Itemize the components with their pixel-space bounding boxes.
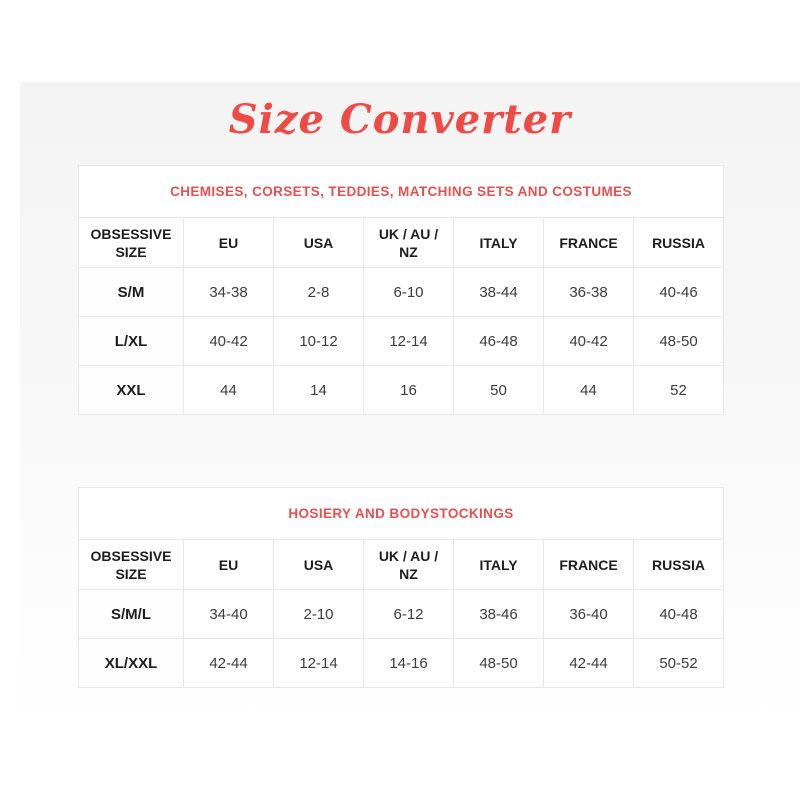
size-value: 50-52 — [634, 639, 724, 688]
size-table-chemises — [78, 165, 724, 415]
size-value: 12-14 — [274, 639, 364, 688]
table-caption: CHEMISES, CORSETS, TEDDIES, MATCHING SETS AND COSTUMES — [79, 166, 724, 218]
size-value: 6-12 — [364, 590, 454, 639]
size-value: 48-50 — [634, 317, 724, 366]
size-value: 34-38 — [184, 268, 274, 317]
size-value: 46-48 — [454, 317, 544, 366]
size-value: 38-44 — [454, 268, 544, 317]
col-header-usa: USA — [274, 218, 364, 268]
row-label: XL/XXL — [79, 639, 184, 688]
row-label: L/XL — [79, 317, 184, 366]
table-row-xxl — [79, 366, 724, 415]
size-value: 12-14 — [364, 317, 454, 366]
size-value: 44 — [544, 366, 634, 415]
table-header-row — [79, 218, 724, 268]
col-header-france: FRANCE — [544, 540, 634, 590]
col-header-obsessive-size: OBSESSIVE SIZE — [79, 540, 184, 590]
table-caption-row — [79, 488, 724, 540]
size-value: 52 — [634, 366, 724, 415]
table-caption-row — [79, 166, 724, 218]
col-header-obsessive-size: OBSESSIVE SIZE — [79, 218, 184, 268]
size-value: 36-38 — [544, 268, 634, 317]
col-header-italy: ITALY — [454, 540, 544, 590]
table-row-sml — [79, 590, 724, 639]
row-label: S/M — [79, 268, 184, 317]
size-value: 42-44 — [184, 639, 274, 688]
table-row-lxl — [79, 317, 724, 366]
size-value: 40-46 — [634, 268, 724, 317]
table-caption: HOSIERY AND BODYSTOCKINGS — [79, 488, 724, 540]
col-header-italy: ITALY — [454, 218, 544, 268]
col-header-eu: EU — [184, 540, 274, 590]
table-row-sm — [79, 268, 724, 317]
size-value: 48-50 — [454, 639, 544, 688]
size-value: 44 — [184, 366, 274, 415]
col-header-france: FRANCE — [544, 218, 634, 268]
row-label: XXL — [79, 366, 184, 415]
size-value: 40-42 — [184, 317, 274, 366]
size-value: 34-40 — [184, 590, 274, 639]
size-value: 6-10 — [364, 268, 454, 317]
size-value: 40-42 — [544, 317, 634, 366]
size-value: 38-46 — [454, 590, 544, 639]
size-value: 36-40 — [544, 590, 634, 639]
size-value: 10-12 — [274, 317, 364, 366]
size-value: 14-16 — [364, 639, 454, 688]
col-header-uk-au-nz: UK / AU / NZ — [364, 540, 454, 590]
col-header-uk-au-nz: UK / AU / NZ — [364, 218, 454, 268]
size-value: 40-48 — [634, 590, 724, 639]
col-header-russia: RUSSIA — [634, 218, 724, 268]
row-label: S/M/L — [79, 590, 184, 639]
table-header-row — [79, 540, 724, 590]
size-value: 42-44 — [544, 639, 634, 688]
size-table-hosiery — [78, 487, 724, 688]
col-header-usa: USA — [274, 540, 364, 590]
col-header-eu: EU — [184, 218, 274, 268]
size-value: 14 — [274, 366, 364, 415]
size-value: 2-10 — [274, 590, 364, 639]
col-header-russia: RUSSIA — [634, 540, 724, 590]
size-value: 16 — [364, 366, 454, 415]
size-value: 2-8 — [274, 268, 364, 317]
size-value: 50 — [454, 366, 544, 415]
table-row-xlxxl — [79, 639, 724, 688]
page-title: Size Converter — [228, 96, 572, 143]
